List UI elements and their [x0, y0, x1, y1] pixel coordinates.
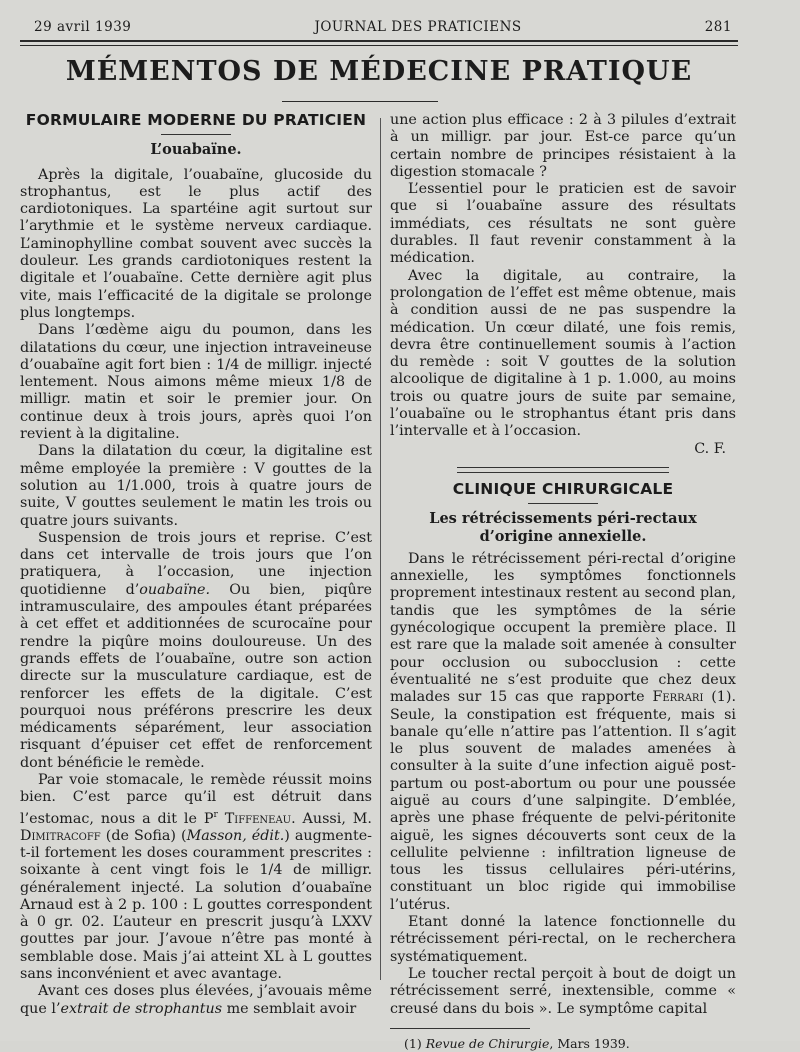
paragraph: Dans la dilatation du cœur, la digitaline est même employée la première : V gouttes de la solution au 1/1.000, trois à quatre jours de suite, V gouttes seulement le matin les trois ou quatre jours suivants.: [20, 443, 372, 529]
author-name: Tiffeneau: [217, 810, 292, 827]
text-run: ) augmente-t-il fortement les doses couramment prescrites : soixante à cent vingt fois le 1/4 de milligr. généralement injecté. La solution d’ouabaïne Arnaud est à 2 p. 100 : L gouttes correspondent à 0 gr. 02. L’auteur en prescrit jusqu’à LXXV gouttes par jour. J’avoue n’être pas monté à semblable dose. Mais j’ai atteint XL à L gouttes sans inconvénient et avec avantage.: [20, 827, 372, 983]
right-column: [390, 112, 737, 1051]
text-run: Ou bien, piqûre intramusculaire, des ampoules étant préparées à cet effet et additionnées de scurocaïne pour rendre la piqûre moins douloureuse. Un des grands effets de l’ouabaïne, outre son action directe sur la musculature cardiaque, est de renforcer les effets de la digitale. C’est pourquoi nous préférons prescrire les deux médicaments séparément, leur association risquant d’épuiser cet effet de renforcement dont bénéficie le remède.: [20, 581, 372, 771]
text-run: (1). Seule, la constipation est fréquente, mais si banale qu’elle n’attire pas l’attention. Il s’agit le plus souvent de malades amenées à consulter à la suite d’une infection aiguë post-partum ou post-abortum ou pour une poussée aiguë au cours d’une salpingite. D’emblée, après une phase fréquente de pelvi-péritonite aiguë, les signes découverts sont ceux de la cellulite pelvienne : infiltration ligneuse de tous les tissus cellulaires péri-utérins, constituant un bloc rigide qui immobilise l’utérus.: [390, 689, 737, 913]
article-title-line-1: Les rétrécissements péri-rectaux: [429, 510, 697, 528]
paragraph: [20, 530, 372, 772]
paragraph: Le toucher rectal perçoit à bout de doigt un rétrécissement serré, inextensible, comme « creusé dans du bois ». Le symptôme capital: [390, 965, 736, 1017]
title-rule: [282, 101, 438, 102]
paragraph: [20, 983, 372, 1018]
issue-date: 29 avril 1939: [34, 19, 132, 35]
running-head: [34, 16, 732, 38]
paragraph: Etant donné la latence fonctionnelle du rétrécissement péri-rectal, on le recherchera systématiquement.: [390, 914, 736, 965]
section-separator: [457, 467, 669, 473]
text-run: . Aussi, M.: [291, 810, 372, 827]
text-run: Suspension de trois jours et reprise. C’est dans cet intervalle de trois jours que l’on pratiquera, à l’occasion, une injection quotidienne d’: [20, 529, 372, 598]
footnote-rule: [390, 1028, 530, 1029]
emphasis: Masson, édit.: [186, 827, 285, 844]
signature: C. F.: [694, 440, 726, 457]
footnote-source: Revue de Chirurgie: [425, 1035, 550, 1051]
emphasis: ouabaïne.: [139, 581, 211, 598]
footnote: [390, 1035, 736, 1052]
paragraph: une action plus efficace : 2 à 3 pilules d’extrait à un milligr. par jour. Est-ce parce qu’un certain nombre de principes résistaient à la digestion stomacale ?: [390, 112, 736, 180]
article-title-line-2: d’origine annexielle.: [479, 527, 647, 545]
footnote-date: , Mars 1939.: [549, 1035, 630, 1051]
column-divider: [380, 118, 381, 980]
text-run: Par voie stomacale, le remède réussit moins bien. C’est parce qu’il est détruit dans l’estomac, nous a dit le P: [20, 771, 372, 827]
page-title: MÉMENTOS DE MÉDECINE PRATIQUE: [65, 56, 693, 87]
section-rule: [528, 503, 598, 504]
section-title-clinique: CLINIQUE CHIRURGICALE: [452, 479, 674, 498]
emphasis: extrait de strophantus: [60, 1000, 223, 1017]
text-run: me semblait avoir: [222, 1000, 357, 1017]
text-run: Avant ces doses plus élevées, j’avouais même que l’: [20, 983, 372, 1017]
section-title-formulaire: FORMULAIRE MODERNE DU PRATICIEN: [25, 111, 367, 129]
author-name: Dimitracoff: [20, 827, 101, 844]
paragraph: Avec la digitale, au contraire, la prolongation de l’effet est même obtenue, mais à condition aussi de ne pas suspendre la médication. Un cœur dilaté, une fois remis, devra être continuellement soumis à l’action du remède : soit V gouttes de la solution alcoolique de digitaline à 1 p. 1.000, au moins trois ou quatre jours de suite par semaine, l’ouabaïne ou le strophantus étant pris dans l’intervalle et à l’occasion.: [390, 267, 736, 440]
author-name: Ferrari: [652, 689, 704, 706]
page-number: 281: [704, 19, 732, 35]
section-rule: [161, 134, 231, 135]
text-run: (de Sofia) (: [100, 827, 187, 844]
paragraph: [390, 551, 736, 914]
left-column: [20, 111, 372, 1017]
paragraph: Dans l’œdème aigu du poumon, dans les dilatations du cœur, une injection intraveineuse d’ouabaïne agit fort bien : 1/4 de milligr. injecté lentement. Nous aimons même mieux 1/8 de milligr. matin et soir le premier jour. On continue deux à trois jours, après quoi l’on revient à la digitaline.: [20, 322, 372, 443]
paragraph: Après la digitale, l’ouabaïne, glucoside du strophantus, est le plus actif des cardiotoniques. La spartéine agit surtout sur l’arythmie et le système nerveux cardiaque. L’aminophylline combat souvent avec succès la douleur. Les grands cardiotoniques restent la digitale et l’ouabaïne. Cette dernière agit plus vite, mais l’efficacité de la digitale se prolonge plus longtemps.: [20, 166, 372, 321]
article-title-ouabaine: L’ouabaïne.: [150, 141, 242, 159]
text-run: Dans le rétrécissement péri-rectal d’origine annexielle, les symptômes fonctionnels proprement intestinaux restent au second plan, tandis que les symptômes de la série gynécologique occupent la première place. Il est rare que la malade soit amenée à consulter pour occlusion ou subocclusion : cette éventualité ne s’est produite que chez deux malades sur 15 cas que rapporte: [390, 550, 736, 706]
paragraph: L’essentiel pour le praticien est de savoir que si l’ouabaïne assure des résultats immédiats, ces résultats ne sont guère durables. Il faut revenir constamment à la médication.: [390, 181, 736, 267]
paragraph: [20, 772, 372, 983]
journal-name: JOURNAL DES PRATICIENS: [314, 19, 522, 35]
superscript: r: [213, 809, 218, 820]
header-rule: [20, 40, 738, 44]
footnote-marker: (1): [404, 1035, 426, 1051]
